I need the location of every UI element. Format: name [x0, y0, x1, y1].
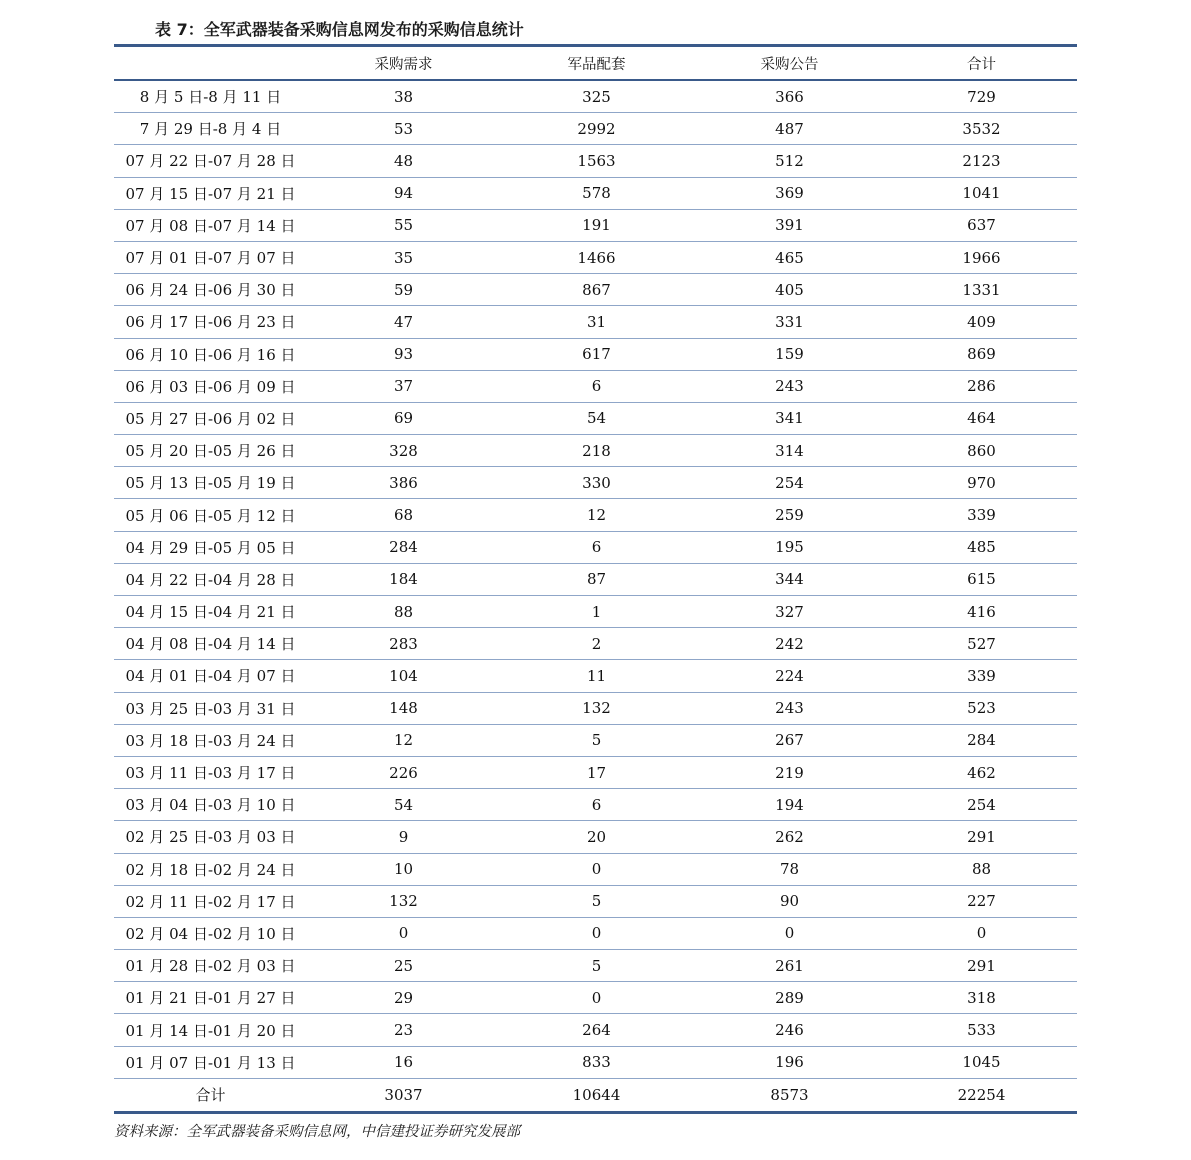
announcement-cell: 159	[775, 345, 804, 364]
supporting-cell: 12	[586, 506, 607, 525]
table-row	[114, 660, 1077, 692]
demand-cell: 386	[389, 473, 418, 492]
announcement-cell: 78	[779, 860, 800, 879]
procurement-table	[114, 44, 1077, 1114]
table-row	[114, 854, 1077, 886]
total-cell: 0	[976, 924, 987, 943]
total-cell: 533	[967, 1021, 996, 1040]
header-cell-demand: 采购需求	[374, 56, 433, 73]
demand-cell: 55	[393, 216, 414, 235]
announcement-cell: 243	[775, 377, 804, 396]
period-cell: 03 月 25 日-03 月 31 日	[125, 699, 296, 718]
supporting-cell: 6	[591, 538, 602, 557]
table-row	[114, 274, 1077, 306]
supporting-cell: 87	[586, 570, 607, 589]
total-cell: 462	[967, 763, 996, 782]
total-cell: 464	[967, 409, 996, 428]
period-cell: 01 月 07 日-01 月 13 日	[125, 1053, 296, 1072]
demand-cell: 328	[389, 441, 418, 460]
announcement-cell: 331	[775, 312, 804, 331]
period-cell: 05 月 20 日-05 月 26 日	[125, 442, 296, 461]
period-cell: 06 月 03 日-06 月 09 日	[125, 377, 296, 396]
demand-cell: 148	[389, 699, 418, 718]
announcement-cell: 487	[775, 119, 804, 138]
period-cell: 01 月 28 日-02 月 03 日	[125, 957, 296, 976]
demand-cell: 29	[393, 988, 414, 1007]
table-row	[114, 693, 1077, 725]
table-row	[114, 371, 1077, 403]
period-cell: 07 月 15 日-07 月 21 日	[125, 184, 296, 203]
table-row	[114, 403, 1077, 435]
announcement-cell: 262	[775, 827, 804, 846]
supporting-cell: 1	[591, 602, 602, 621]
supporting-cell: 17	[586, 763, 607, 782]
table-title: 表 7：全军武器装备采购信息网发布的采购信息统计	[155, 20, 524, 39]
demand-cell: 54	[393, 795, 414, 814]
table-row	[114, 178, 1077, 210]
period-cell: 03 月 18 日-03 月 24 日	[125, 731, 296, 750]
supporting-cell: 2992	[577, 119, 616, 138]
total-cell: 339	[967, 506, 996, 525]
table-row	[114, 81, 1077, 113]
announcement-cell: 327	[775, 602, 804, 621]
period-cell: 02 月 04 日-02 月 10 日	[125, 924, 296, 943]
total-cell: 286	[967, 377, 996, 396]
demand-cell: 132	[389, 892, 418, 911]
demand-cell: 35	[393, 248, 414, 267]
announcement-cell: 196	[775, 1053, 804, 1072]
period-cell: 07 月 08 日-07 月 14 日	[125, 216, 296, 235]
demand-cell: 23	[393, 1021, 414, 1040]
demand-cell: 25	[393, 956, 414, 975]
supporting-cell: 54	[586, 409, 607, 428]
supporting-cell: 578	[582, 184, 611, 203]
supporting-cell: 867	[582, 280, 611, 299]
announcement-cell: 246	[775, 1021, 804, 1040]
demand-cell: 184	[389, 570, 418, 589]
announcement-cell: 289	[775, 988, 804, 1007]
table-row	[114, 306, 1077, 338]
period-cell: 06 月 10 日-06 月 16 日	[125, 345, 296, 364]
total-cell: 284	[967, 731, 996, 750]
total-cell: 2123	[962, 151, 1001, 170]
period-cell: 03 月 04 日-03 月 10 日	[125, 796, 296, 815]
supporting-cell: 20	[586, 827, 607, 846]
total-cell: 869	[967, 345, 996, 364]
table-row	[114, 918, 1077, 950]
supporting-cell: 1563	[577, 151, 616, 170]
table-row	[114, 435, 1077, 467]
supporting-cell: 325	[582, 87, 611, 106]
table-row	[114, 1047, 1077, 1079]
total-cell: 318	[967, 988, 996, 1007]
period-cell: 05 月 13 日-05 月 19 日	[125, 474, 296, 493]
announcement-cell: 405	[775, 280, 804, 299]
demand-cell: 53	[393, 119, 414, 138]
total-label-cell: 合计	[195, 1086, 226, 1105]
demand-cell: 93	[393, 345, 414, 364]
total-cell: 729	[967, 87, 996, 106]
table-body	[114, 81, 1077, 1079]
demand-cell: 12	[393, 731, 414, 750]
demand-cell: 68	[393, 506, 414, 525]
demand-cell: 283	[389, 634, 418, 653]
announcement-cell: 219	[775, 763, 804, 782]
table-row	[114, 596, 1077, 628]
supporting-cell: 1466	[577, 248, 616, 267]
supporting-cell: 218	[582, 441, 611, 460]
table-row	[114, 113, 1077, 145]
period-cell: 06 月 17 日-06 月 23 日	[125, 313, 296, 332]
supporting-cell: 6	[591, 377, 602, 396]
announcement-cell: 0	[784, 924, 795, 943]
total-cell: 1041	[962, 184, 1001, 203]
supporting-cell: 264	[582, 1021, 611, 1040]
table-row	[114, 145, 1077, 177]
total-demand-cell: 3037	[384, 1085, 423, 1104]
total-cell: 291	[967, 956, 996, 975]
total-cell: 523	[967, 699, 996, 718]
table-row	[114, 982, 1077, 1014]
period-cell: 02 月 11 日-02 月 17 日	[125, 892, 296, 911]
source-note: 资料来源：全军武器装备采购信息网，中信建投证券研究发展部	[114, 1124, 520, 1140]
announcement-cell: 341	[775, 409, 804, 428]
announcement-cell: 254	[775, 473, 804, 492]
total-cell: 1045	[962, 1053, 1001, 1072]
total-cell: 291	[967, 827, 996, 846]
supporting-cell: 833	[582, 1053, 611, 1072]
announcement-cell: 90	[779, 892, 800, 911]
table-total-row	[114, 1079, 1077, 1111]
total-cell: 416	[967, 602, 996, 621]
header-cell-announcement: 采购公告	[760, 56, 819, 73]
table-row	[114, 467, 1077, 499]
total-cell: 970	[967, 473, 996, 492]
total-cell: 1331	[962, 280, 1001, 299]
total-cell: 254	[967, 795, 996, 814]
header-cell-supporting: 军品配套	[567, 56, 626, 73]
supporting-cell: 0	[591, 860, 602, 879]
announcement-cell: 243	[775, 699, 804, 718]
demand-cell: 47	[393, 312, 414, 331]
period-cell: 03 月 11 日-03 月 17 日	[125, 764, 296, 783]
table-header-row	[114, 47, 1077, 81]
supporting-cell: 31	[586, 312, 607, 331]
period-cell: 06 月 24 日-06 月 30 日	[125, 281, 296, 300]
announcement-cell: 465	[775, 248, 804, 267]
supporting-cell: 617	[582, 345, 611, 364]
demand-cell: 0	[398, 924, 409, 943]
total-supporting-cell: 10644	[572, 1085, 621, 1104]
period-cell: 02 月 18 日-02 月 24 日	[125, 860, 296, 879]
period-cell: 04 月 29 日-05 月 05 日	[125, 538, 296, 557]
total-sum-cell: 22254	[957, 1085, 1006, 1104]
table-row	[114, 339, 1077, 371]
demand-cell: 104	[389, 666, 418, 685]
supporting-cell: 5	[591, 956, 602, 975]
table-row	[114, 532, 1077, 564]
supporting-cell: 5	[591, 731, 602, 750]
demand-cell: 9	[398, 827, 409, 846]
demand-cell: 94	[393, 184, 414, 203]
supporting-cell: 2	[591, 634, 602, 653]
total-cell: 3532	[962, 119, 1001, 138]
announcement-cell: 242	[775, 634, 804, 653]
total-cell: 485	[967, 538, 996, 557]
announcement-cell: 391	[775, 216, 804, 235]
period-cell: 05 月 27 日-06 月 02 日	[125, 409, 296, 428]
supporting-cell: 0	[591, 924, 602, 943]
supporting-cell: 191	[582, 216, 611, 235]
table-row	[114, 628, 1077, 660]
total-cell: 339	[967, 666, 996, 685]
period-cell: 8 月 5 日-8 月 11 日	[139, 88, 282, 107]
announcement-cell: 195	[775, 538, 804, 557]
announcement-cell: 314	[775, 441, 804, 460]
period-cell: 01 月 14 日-01 月 20 日	[125, 1021, 296, 1040]
demand-cell: 69	[393, 409, 414, 428]
demand-cell: 88	[393, 602, 414, 621]
total-cell: 409	[967, 312, 996, 331]
period-cell: 05 月 06 日-05 月 12 日	[125, 506, 296, 525]
period-cell: 07 月 01 日-07 月 07 日	[125, 249, 296, 268]
total-cell: 860	[967, 441, 996, 460]
table-row	[114, 757, 1077, 789]
announcement-cell: 224	[775, 666, 804, 685]
total-cell: 615	[967, 570, 996, 589]
announcement-cell: 369	[775, 184, 804, 203]
demand-cell: 37	[393, 377, 414, 396]
announcement-cell: 259	[775, 506, 804, 525]
table-row	[114, 725, 1077, 757]
period-cell: 04 月 15 日-04 月 21 日	[125, 603, 296, 622]
supporting-cell: 6	[591, 795, 602, 814]
table-row	[114, 564, 1077, 596]
total-cell: 1966	[962, 248, 1001, 267]
period-cell: 7 月 29 日-8 月 4 日	[139, 120, 282, 139]
total-cell: 527	[967, 634, 996, 653]
demand-cell: 284	[389, 538, 418, 557]
total-announcement-cell: 8573	[770, 1085, 809, 1104]
total-cell: 637	[967, 216, 996, 235]
table-row	[114, 821, 1077, 853]
total-cell: 88	[971, 860, 992, 879]
period-cell: 02 月 25 日-03 月 03 日	[125, 828, 296, 847]
table-row	[114, 210, 1077, 242]
table-row	[114, 789, 1077, 821]
announcement-cell: 194	[775, 795, 804, 814]
table-row	[114, 242, 1077, 274]
header-cell-total: 合计	[967, 56, 996, 73]
supporting-cell: 132	[582, 699, 611, 718]
total-cell: 227	[967, 892, 996, 911]
period-cell: 01 月 21 日-01 月 27 日	[125, 989, 296, 1008]
announcement-cell: 366	[775, 87, 804, 106]
announcement-cell: 344	[775, 570, 804, 589]
period-cell: 04 月 01 日-04 月 07 日	[125, 667, 296, 686]
demand-cell: 226	[389, 763, 418, 782]
table-row	[114, 886, 1077, 918]
table-row	[114, 950, 1077, 982]
table-row	[114, 499, 1077, 531]
demand-cell: 10	[393, 860, 414, 879]
supporting-cell: 0	[591, 988, 602, 1007]
announcement-cell: 512	[775, 151, 804, 170]
demand-cell: 48	[393, 151, 414, 170]
announcement-cell: 261	[775, 956, 804, 975]
announcement-cell: 267	[775, 731, 804, 750]
demand-cell: 38	[393, 87, 414, 106]
period-cell: 07 月 22 日-07 月 28 日	[125, 152, 296, 171]
supporting-cell: 5	[591, 892, 602, 911]
table-row	[114, 1014, 1077, 1046]
period-cell: 04 月 22 日-04 月 28 日	[125, 570, 296, 589]
supporting-cell: 11	[586, 666, 607, 685]
demand-cell: 16	[393, 1053, 414, 1072]
demand-cell: 59	[393, 280, 414, 299]
supporting-cell: 330	[582, 473, 611, 492]
period-cell: 04 月 08 日-04 月 14 日	[125, 635, 296, 654]
